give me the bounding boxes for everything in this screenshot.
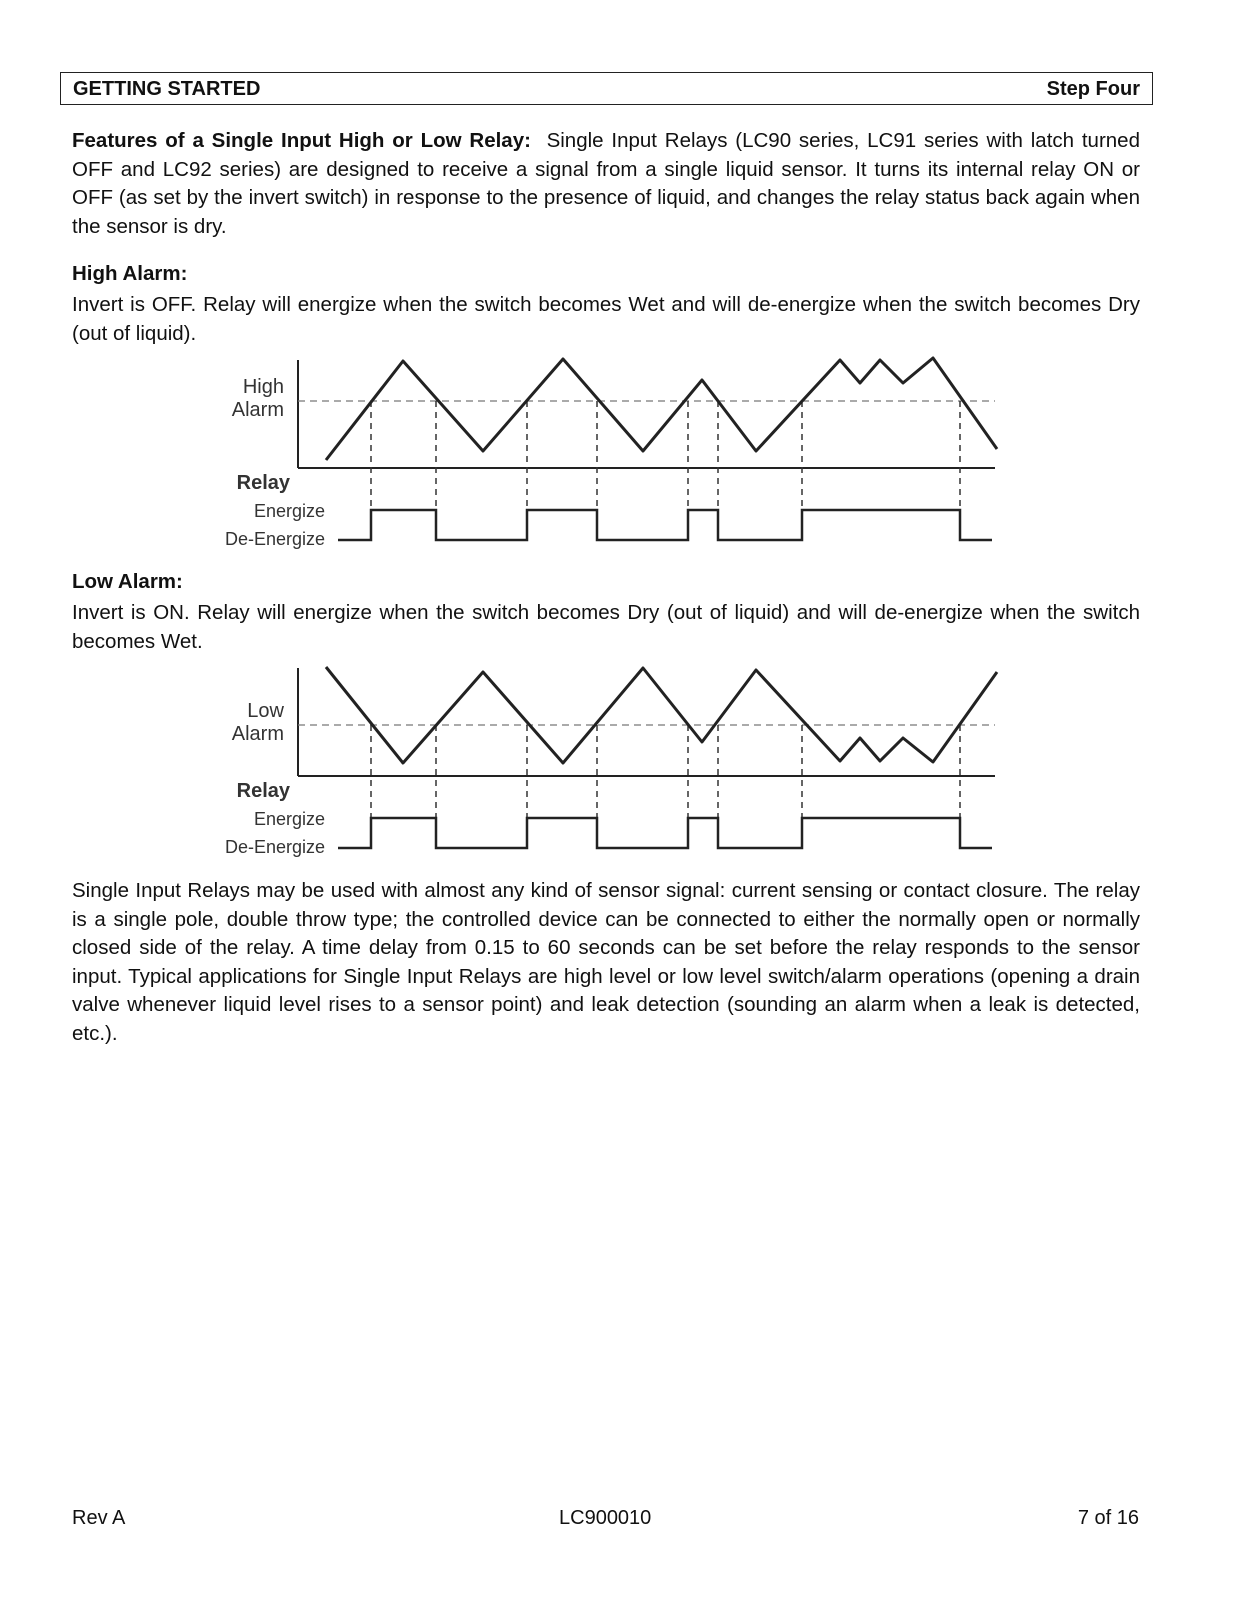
step-label: Step Four xyxy=(1046,78,1140,100)
closing-paragraph: Single Input Relays may be used with almost any kind of sensor signal: current sensing or contact closure. The relay is a single pole, double throw type; the controlled device can be connected to either the normally open or normally closed side of the relay. A time delay from 0.15 to 60 seconds can be set before the relay responds to the sensor input. Typical applications for Single Input Relays are high level or low level switch/alarm operations (opening a drain valve whenever liquid level rises to a sensor point) and leak detection (sounding an alarm when a leak is detected, etc.). xyxy=(72,879,1140,1045)
deenergize-label: De-Energize xyxy=(224,837,325,857)
liquid-level-waveform xyxy=(326,667,997,763)
section-header xyxy=(60,72,1153,105)
low-alarm-heading: Low Alarm: xyxy=(72,570,183,593)
high-alarm-text: Invert is OFF. Relay will energize when the switch becomes Wet and will de-energize when the switch becomes Dry (out of liquid). xyxy=(72,293,1140,345)
intro-paragraph xyxy=(72,127,1140,241)
energize-label: Energize xyxy=(253,501,325,521)
intro-lead: Features of a Single Input High or Low Relay: xyxy=(72,129,531,152)
level-label-line2: Alarm xyxy=(231,723,284,745)
transition-markers xyxy=(371,725,960,848)
deenergize-label: De-Energize xyxy=(224,529,325,549)
relay-state-waveform xyxy=(338,818,992,848)
low-alarm-timing-diagram xyxy=(210,660,1010,860)
relay-label: Relay xyxy=(236,780,290,802)
level-label-line1: High xyxy=(242,376,284,398)
liquid-level-waveform xyxy=(326,358,997,460)
intro-body: Single Input Relays (LC90 series, LC91 series with latch turned OFF and LC92 series) are designed to receive a signal from a single liquid sensor. It turns its internal relay ON or OFF (as set by the invert switch) in response to the presence of liquid, and changes the relay status back again when the sensor is dry. xyxy=(72,129,1140,238)
section-title: GETTING STARTED xyxy=(73,78,261,100)
relay-label: Relay xyxy=(236,472,290,494)
high-alarm-timing-diagram xyxy=(210,352,1010,552)
footer-page-number: 7 of 16 xyxy=(1077,1507,1139,1529)
footer-revision: Rev A xyxy=(72,1507,126,1529)
relay-state-waveform xyxy=(338,510,992,540)
energize-label: Energize xyxy=(253,809,325,829)
high-alarm-heading: High Alarm: xyxy=(72,262,188,285)
footer-doc-number: LC900010 xyxy=(559,1507,652,1529)
level-label-line1: Low xyxy=(247,700,284,722)
level-label-line2: Alarm xyxy=(231,399,284,421)
low-alarm-text: Invert is ON. Relay will energize when the switch becomes Dry (out of liquid) and will de-energize when the switch becomes Wet. xyxy=(72,601,1140,653)
